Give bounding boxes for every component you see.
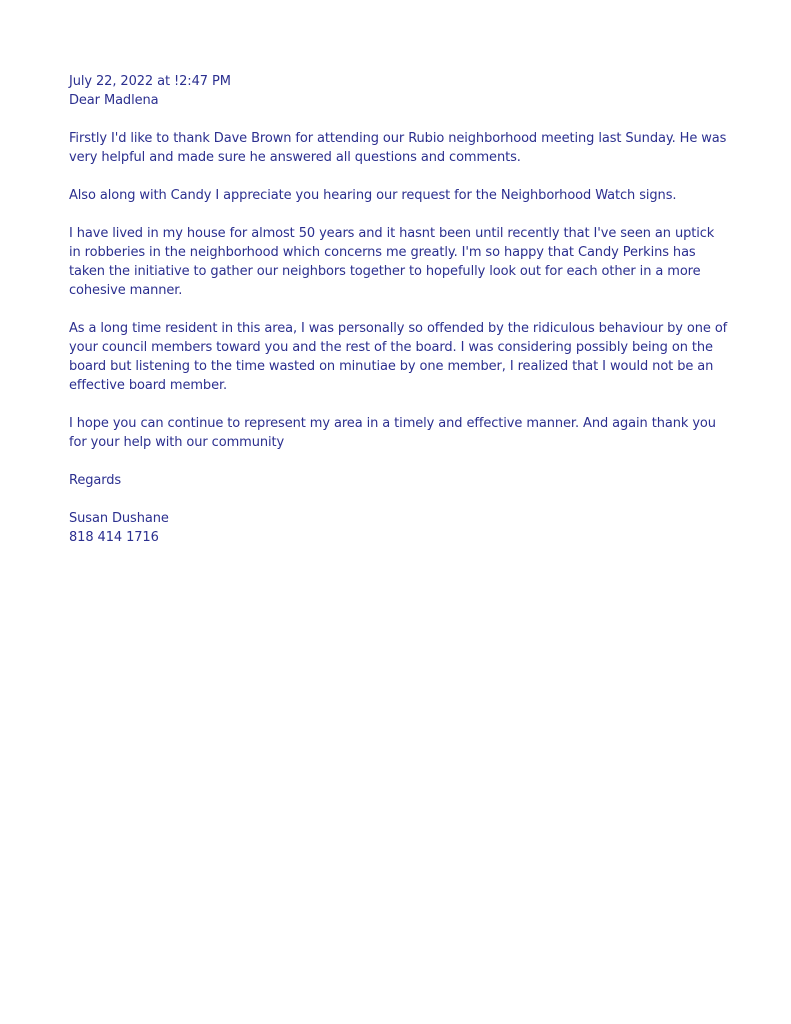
salutation: Dear Madlena [69, 93, 159, 108]
signature-phone: 818 414 1716 [69, 530, 159, 545]
paragraph-robberies: I have lived in my house for almost 50 years and it hasnt been until recently that I've seen an uptick in robberies in the neighborhood which concerns me greatly. I'm so happy that Candy Perkins has taken the initiative to gather our neighbors together to hopefully look out for each other in a more cohesive manner. [69, 226, 715, 298]
paragraph-thanks: Firstly I'd like to thank Dave Brown for attending our Rubio neighborhood meeting last Sunday. He was very helpful and made sure he answered all questions and comments. [69, 131, 727, 165]
letter-body [69, 72, 729, 547]
paragraph-hope: I hope you can continue to represent my area in a timely and effective manner. And again thank you for your help with our community [69, 416, 716, 450]
paragraph-council: As a long time resident in this area, I was personally so offended by the ridiculous behaviour by one of your council members toward you and the rest of the board. I was considering possibly being on the board but listening to the time wasted on minutiae by one member, I realized that I would not be an effective board member. [69, 321, 728, 393]
date-line: July 22, 2022 at !2:47 PM [69, 74, 231, 89]
closing: Regards [69, 473, 122, 488]
signature-name: Susan Dushane [69, 511, 169, 526]
paragraph-signs: Also along with Candy I appreciate you hearing our request for the Neighborhood Watch signs. [69, 188, 677, 203]
